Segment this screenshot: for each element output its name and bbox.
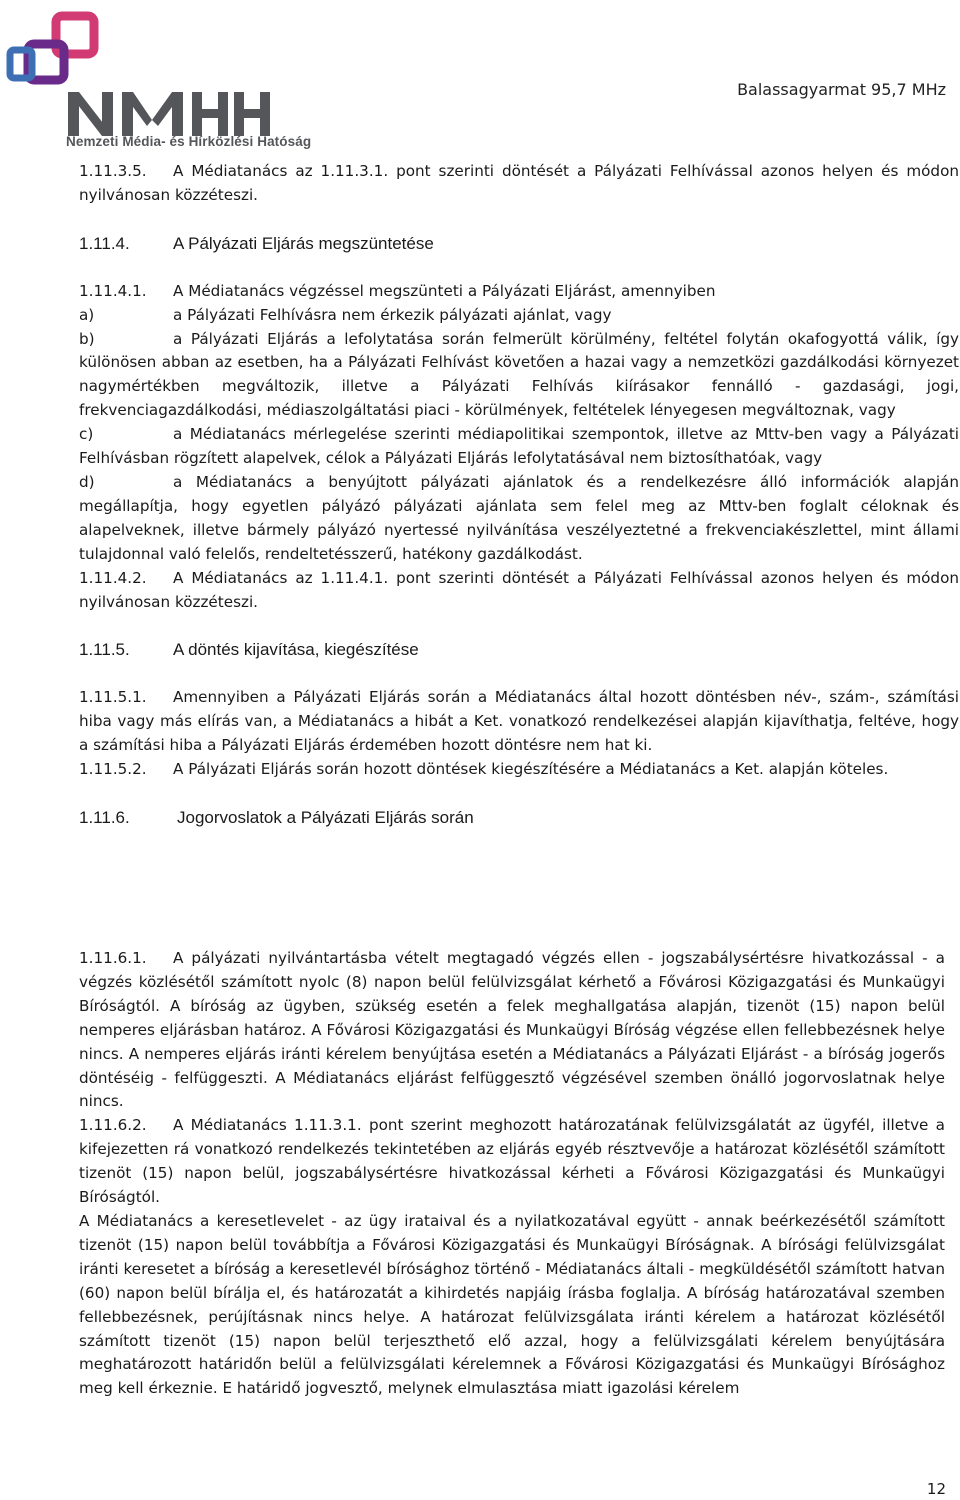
paragraph-1-11-4-2 (79, 567, 959, 615)
paragraph-1-11-6-1 (79, 947, 945, 1114)
section-title: A döntés kijavítása, kiegészítése (173, 640, 419, 660)
list-item-d (79, 471, 959, 567)
section-heading-1-11-6 (79, 806, 959, 830)
list-item-c (79, 423, 959, 471)
paragraph-number: 1.11.6.2. (79, 1116, 147, 1135)
section-heading-1-11-5 (79, 638, 959, 662)
list-item-b (79, 328, 959, 424)
list-text: a Médiatanács a benyújtott pályázati ajánlatok és a rendelkezésre álló információk alapján megállapítja, hogy egyetlen pályázó pályázati ajánlata sem felel meg az Mttv-ben foglalt céloknak és alapelveknek, illetve bármely pályázó nyertessé nyilvánítása veszélyeztetné a frekvenciakészlettel, mint állami tulajdonnal való felelős, rendeltetésszerű, hatékony gazdálkodást. (79, 472, 959, 563)
section-title: A Pályázati Eljárás megszüntetése (173, 233, 434, 253)
paragraph-number: 1.11.5.1. (79, 688, 147, 707)
paragraph-text: A Pályázati Eljárás során hozott döntések kiegészítésére a Médiatanács a Ket. alapján köteles. (173, 760, 889, 779)
paragraph-text: A Médiatanács 1.11.3.1. pont szerint meghozott határozatának felülvizsgálatát az ügyfél, illetve a kifejezetten rá vonatkozó rendelkezés tekintetében az eljárás egyéb résztvevője a határozat közlésétől számított tizenöt (15) napon belül, jogszabálysértésre hivatkozással kérheti a Fővárosi Közigazgatási és Munkaügyi Bíróságtól. (79, 1116, 945, 1207)
station-label: Balassagyarmat 95,7 MHz (737, 80, 946, 99)
paragraph-1-11-5-1 (79, 686, 959, 758)
paragraph-number: 1.11.3.5. (79, 162, 147, 180)
paragraph-number: 1.11.4.2. (79, 568, 147, 587)
paragraph-1-11-6-2 (79, 1114, 945, 1210)
document-body-lower (79, 947, 945, 1401)
paragraph-text: A Médiatanács végzéssel megszünteti a Pályázati Eljárást, amennyiben (173, 281, 716, 300)
paragraph-text: Amennyiben a Pályázati Eljárás során a Médiatanács által hozott döntésben név-, szám-, számítási hiba vagy más elírás van, a Médiatanács a hibát a Ket. vonatkozó rendelkezései alapján kijavíthatja, feltéve, hogy a számítási hiba a Pályázati Eljárás érdemében hozott döntésre nem hat ki. (79, 688, 959, 755)
paragraph-1-11-4-1 (79, 280, 959, 304)
paragraph-continuation: A Médiatanács a keresetlevelet - az ügy irataival és a nyilatkozatával együtt - annak beérkezésétől számított tizenöt (15) napon belül továbbítja a Fővárosi Közigazgatási és Munkaügyi Bíróságnak. A bírósági felülvizsgálat iránti keresetet a bíróság a keresetlevél bírósághoz történő - Médiatanács általi - megküldésétől számított hatvan (60) napon belül bírálja el, és határozatát a kihirdetés napjáig írásba foglalja. A bíróság határozatával szemben fellebbezésnek, perújításnak nincs helye. A határozat felülvizsgálata iránti kérelem a határozat közlésétől számított tizenöt (15) napon belül terjeszthető elő azzal, hogy a felülvizsgálati kérelem benyújtására meghatározott határidőn belül a felülvizsgálati kérelemnek a Fővárosi Közigazgatási és Munkaügyi Bírósághoz meg kell érkeznie. E határidő jogvesztő, melynek elmulasztása miatt igazolási kérelem (79, 1211, 945, 1398)
page-number: 12 (926, 1480, 946, 1498)
paragraph-text: A Médiatanács az 1.11.4.1. pont szerinti döntését a Pályázati Felhívással azonos helyen és módon nyilvánosan közzéteszi. (79, 568, 959, 611)
paragraph-number: 1.11.6.1. (79, 949, 147, 967)
paragraph-1-11-5-2 (79, 758, 959, 782)
paragraph-1-11-3-5 (79, 160, 959, 208)
section-title: Jogorvoslatok a Pályázati Eljárás során (177, 807, 474, 827)
logo-caption: Nemzeti Média- és Hírközlési Hatóság (66, 134, 312, 149)
list-item-a (79, 304, 959, 328)
list-label: b) (79, 329, 95, 348)
paragraph-text: A Médiatanács az 1.11.3.1. pont szerinti döntését a Pályázati Felhívással azonos helyen és módon nyilvánosan közzéteszi. (79, 162, 959, 204)
list-text: a Pályázati Eljárás a lefolytatása során felmerült körülmény, feltétel folytán okafogyottá válik, így különösen abban az esetben, ha a Pályázati Felhívást követően a hazai vagy a nemzetközi gazdálkodási környezet nagymértékben megváltozik, illetve a Pályázati Felhívás kiírásakor fennálló - gazdasági, jogi, frekvenciagazdálkodási, médiaszolgáltatási piaci - körülmények, feltételek lényegesen megváltoznak, vagy (79, 329, 959, 420)
paragraph-text: A pályázati nyilvántartásba vételt megtagadó végzés ellen - jogszabálysértésre hivatkozással - a végzés közlésétől számított nyolc (8) napon belül felülvizsgálat kérhető a Fővárosi Közigazgatási és Munkaügyi Bíróságtól. A bíróság az ügyben, szükség esetén a felek meghallgatása alapján, tizenöt (15) napon belül nemperes eljárásban határoz. A Fővárosi Közigazgatási és Munkaügyi Bíróság végzése ellen fellebbezésnek helye nincs. A nemperes eljárás iránti kérelem benyújtása esetén a Médiatanács a Pályázati Eljárást - a bíróság jogerős döntéséig - felfüggeszti. A Médiatanács eljárást felfüggesztő végzésével szemben önálló jogorvoslatnak helye nincs. (79, 949, 945, 1111)
list-label: a) (79, 305, 95, 324)
document-body (79, 160, 959, 854)
list-text: a Pályázati Felhívásra nem érkezik pályázati ajánlat, vagy (173, 305, 612, 324)
list-label: c) (79, 425, 94, 444)
list-text: a Médiatanács mérlegelése szerinti médiapolitikai szempontok, illetve az Mttv-ben vagy a Pályázati Felhívásban rögzített alapelvek, célok a Pályázati Eljárás lefolytatásával nem biztosíthatóak, vagy (79, 425, 959, 468)
paragraph-number: 1.11.5.2. (79, 760, 147, 779)
logo-letters (68, 92, 270, 136)
section-number: 1.11.4. (79, 233, 130, 253)
section-number: 1.11.5. (79, 640, 130, 660)
list-label: d) (79, 472, 95, 491)
section-heading-1-11-4 (79, 232, 959, 256)
logo-square-blue (10, 50, 32, 78)
section-number: 1.11.6. (79, 807, 130, 827)
paragraph-number: 1.11.4.1. (79, 281, 147, 300)
